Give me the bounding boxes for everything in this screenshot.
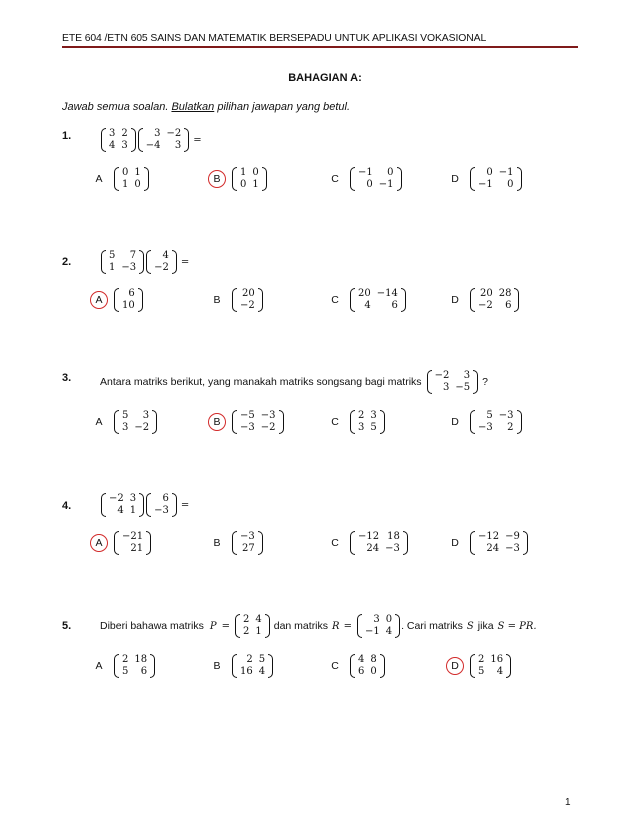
option-letter-circled[interactable]: B: [208, 413, 226, 431]
matrix-row: [106, 262, 139, 274]
option-letter[interactable]: D: [451, 294, 459, 306]
matrix-cell: −3: [385, 543, 400, 554]
matrix-grid: [355, 531, 403, 555]
matrix-row: [119, 654, 150, 666]
matrix-cell: 0: [387, 167, 394, 178]
matrix-cell: 16: [240, 666, 253, 677]
matrix-grid: [355, 654, 380, 678]
option-letter-circled[interactable]: A: [90, 534, 108, 552]
matrix-cell: 2: [507, 422, 514, 433]
matrix-grid: [119, 410, 152, 434]
matrix-row: [475, 666, 506, 678]
question-5-text-4: jika: [477, 620, 494, 632]
matrix-cell: −1: [364, 626, 380, 637]
matrix-cell: 4: [255, 614, 262, 625]
matrix-row: [106, 128, 131, 140]
question-5-equals-p: =: [221, 620, 230, 632]
matrix-cell: −3: [240, 531, 255, 542]
matrix-cell: 27: [242, 543, 255, 554]
question-1-matrix-b: [138, 128, 190, 152]
question-4-expression: [100, 493, 189, 517]
matrix-cell: 6: [128, 288, 135, 299]
matrix-cell: 1: [252, 179, 259, 190]
section-title: [0, 72, 638, 84]
matrix-grid: [119, 288, 138, 312]
matrix-cell: 3: [154, 128, 161, 139]
header-rule: [62, 46, 578, 48]
option-matrix: [350, 167, 402, 191]
matrix-cell: −3: [505, 543, 520, 554]
matrix-cell: −2: [260, 422, 276, 433]
matrix-row: [237, 167, 262, 179]
matrix-row: [355, 422, 380, 434]
question-5-line: [100, 614, 537, 638]
question-5-text-1: Diberi bahawa matriks: [100, 620, 204, 632]
matrix-grid: [432, 370, 474, 394]
question-5-relation: S = PR.: [497, 620, 537, 632]
matrix-cell: 5: [122, 410, 129, 421]
matrix-row: [237, 666, 268, 678]
matrix-cell: −3: [154, 505, 169, 516]
option-letter[interactable]: A: [95, 173, 103, 185]
matrix-row: [475, 167, 517, 179]
question-1-equals: =: [193, 134, 202, 146]
q5-option-d[interactable]: [446, 654, 512, 678]
matrix-cell: −1: [358, 167, 373, 178]
matrix-cell: 4: [358, 654, 365, 665]
matrix-cell: 1: [240, 167, 247, 178]
matrix-grid: [355, 288, 401, 312]
question-5-text-3: . Cari matriks: [401, 620, 463, 632]
matrix-cell: 0: [486, 167, 493, 178]
matrix-cell: −3: [240, 422, 255, 433]
option-matrix: [114, 167, 149, 191]
matrix-row: [106, 493, 139, 505]
question-4-matrix-b: [146, 493, 177, 517]
option-letter[interactable]: D: [451, 537, 459, 549]
matrix-cell: 3: [122, 422, 129, 433]
question-5-var-p: P: [209, 620, 217, 632]
matrix-cell: 20: [358, 288, 371, 299]
option-matrix: [350, 654, 385, 678]
question-4-number: 4.: [62, 500, 72, 512]
q5-option-c[interactable]: [326, 654, 386, 678]
matrix-cell: 1: [122, 179, 129, 190]
matrix-cell: 6: [505, 300, 512, 311]
matrix-row: [143, 128, 185, 140]
question-1-matrix-a: [101, 128, 136, 152]
option-letter-circled[interactable]: B: [208, 170, 226, 188]
matrix-cell: 3: [109, 128, 116, 139]
option-matrix: [470, 410, 522, 434]
matrix-row: [355, 531, 403, 543]
q5-option-a[interactable]: [90, 654, 156, 678]
option-matrix: [114, 288, 143, 312]
question-3-suffix: ?: [482, 376, 488, 388]
matrix-row: [237, 531, 258, 543]
matrix-row: [355, 179, 397, 191]
matrix-cell: 1: [109, 262, 116, 273]
q2-option-b[interactable]: [208, 288, 264, 312]
matrix-row: [432, 382, 474, 394]
option-matrix: [350, 531, 408, 555]
matrix-grid: [362, 614, 395, 638]
matrix-cell: −2: [434, 370, 450, 381]
instructions-underlined: Bulatkan: [171, 101, 215, 113]
matrix-cell: 24: [366, 543, 380, 554]
question-2-expression: [100, 250, 189, 274]
matrix-row: [237, 543, 258, 555]
q5-option-b[interactable]: [208, 654, 274, 678]
question-3-text: Antara matriks berikut, yang manakah matriks songsang bagi matriks: [100, 376, 422, 388]
matrix-cell: 0: [240, 179, 247, 190]
matrix-cell: −2: [478, 300, 493, 311]
option-letter[interactable]: B: [213, 660, 221, 672]
option-matrix: [114, 410, 157, 434]
matrix-row: [237, 179, 262, 191]
matrix-grid: [151, 493, 172, 517]
matrix-cell: −2: [240, 300, 255, 311]
option-letter[interactable]: C: [331, 660, 339, 672]
matrix-cell: 2: [121, 128, 128, 139]
q4-option-d[interactable]: [446, 531, 529, 555]
matrix-cell: 3: [463, 370, 471, 381]
matrix-row: [475, 654, 506, 666]
matrix-row: [355, 288, 401, 300]
question-3-matrix: [427, 370, 479, 394]
matrix-cell: 5: [478, 666, 485, 677]
matrix-cell: 0: [252, 167, 259, 178]
matrix-row: [119, 179, 144, 191]
matrix-row: [237, 410, 279, 422]
question-1-number: 1.: [62, 130, 72, 142]
matrix-cell: −2: [166, 128, 182, 139]
matrix-row: [151, 250, 172, 262]
q4-option-b[interactable]: [208, 531, 264, 555]
matrix-cell: 3: [442, 382, 450, 393]
matrix-row: [475, 531, 523, 543]
matrix-grid: [240, 614, 265, 638]
matrix-cell: 28: [498, 288, 512, 299]
matrix-cell: −21: [122, 531, 144, 542]
question-3-number: 3.: [62, 372, 72, 384]
matrix-grid: [106, 128, 131, 152]
matrix-cell: 6: [162, 493, 169, 504]
option-matrix: [114, 654, 155, 678]
matrix-cell: 16: [490, 654, 504, 665]
matrix-cell: 6: [140, 666, 148, 677]
matrix-cell: 6: [391, 300, 398, 311]
matrix-cell: 4: [364, 300, 371, 311]
option-matrix: [232, 654, 273, 678]
matrix-row: [143, 140, 185, 152]
instructions: [62, 101, 350, 113]
matrix-grid: [475, 410, 517, 434]
matrix-cell: 3: [129, 493, 137, 504]
matrix-cell: −9: [505, 531, 520, 542]
option-matrix: [470, 167, 522, 191]
option-matrix: [232, 288, 263, 312]
matrix-cell: 10: [122, 300, 135, 311]
matrix-cell: 3: [121, 140, 128, 151]
option-matrix: [470, 288, 519, 312]
matrix-cell: 7: [129, 250, 137, 261]
matrix-cell: −1: [498, 167, 514, 178]
matrix-cell: −4: [145, 140, 161, 151]
matrix-row: [237, 300, 258, 312]
matrix-cell: 0: [507, 179, 514, 190]
matrix-row: [475, 300, 514, 312]
question-2-matrix-a: [101, 250, 144, 274]
matrix-cell: −5: [240, 410, 255, 421]
matrix-row: [151, 262, 172, 274]
matrix-cell: 2: [243, 626, 250, 637]
matrix-cell: 0: [370, 666, 377, 677]
option-letter[interactable]: C: [331, 173, 339, 185]
q1-option-d[interactable]: [446, 167, 523, 191]
question-5-var-s: S: [466, 620, 474, 632]
matrix-row: [119, 543, 146, 555]
matrix-grid: [106, 493, 139, 517]
question-4-matrix-a: [101, 493, 144, 517]
q3-option-c[interactable]: [326, 410, 386, 434]
option-letter[interactable]: A: [95, 660, 103, 672]
matrix-grid: [475, 288, 514, 312]
matrix-cell: −3: [121, 262, 137, 273]
option-matrix: [350, 410, 385, 434]
matrix-cell: −14: [376, 288, 398, 299]
matrix-cell: 1: [134, 167, 141, 178]
matrix-grid: [355, 410, 380, 434]
matrix-row: [106, 250, 139, 262]
matrix-cell: 20: [480, 288, 493, 299]
q3-option-a[interactable]: [90, 410, 158, 434]
matrix-cell: 4: [258, 666, 266, 677]
matrix-cell: 0: [366, 179, 373, 190]
matrix-row: [119, 167, 144, 179]
matrix-cell: 5: [370, 422, 377, 433]
question-2-number: 2.: [62, 256, 72, 268]
instructions-after: pilihan jawapan yang betul.: [214, 101, 351, 113]
question-5-number: 5.: [62, 620, 72, 632]
matrix-grid: [475, 654, 506, 678]
matrix-cell: 5: [486, 410, 493, 421]
matrix-row: [362, 626, 395, 638]
matrix-row: [119, 422, 152, 434]
matrix-cell: 3: [358, 422, 365, 433]
matrix-cell: −2: [154, 262, 169, 273]
matrix-row: [119, 666, 150, 678]
q3-option-d[interactable]: [446, 410, 523, 434]
option-matrix: [470, 654, 511, 678]
matrix-row: [475, 179, 517, 191]
matrix-cell: 4: [385, 626, 393, 637]
matrix-grid: [355, 167, 397, 191]
question-5-equals-r: =: [343, 620, 352, 632]
matrix-cell: 2: [246, 654, 253, 665]
matrix-row: [362, 614, 395, 626]
matrix-row: [432, 370, 474, 382]
matrix-row: [119, 531, 146, 543]
question-4-equals: =: [180, 499, 190, 511]
matrix-cell: 2: [122, 654, 129, 665]
matrix-cell: −3: [260, 410, 276, 421]
matrix-cell: 2: [243, 614, 250, 625]
matrix-row: [240, 626, 265, 638]
matrix-grid: [143, 128, 185, 152]
question-5-var-r: R: [332, 620, 340, 632]
option-matrix: [470, 531, 528, 555]
page-header: ETE 604 /ETN 605 SAINS DAN MATEMATIK BERSEPADU UNTUK APLIKASI VOKASIONAL: [62, 33, 487, 44]
q4-option-a[interactable]: [90, 531, 152, 555]
matrix-row: [355, 167, 397, 179]
question-5-matrix-r: [357, 614, 400, 638]
option-letter-circled[interactable]: D: [446, 657, 464, 675]
option-letter[interactable]: C: [331, 416, 339, 428]
option-letter[interactable]: C: [331, 537, 339, 549]
matrix-row: [106, 505, 139, 517]
matrix-cell: 20: [242, 288, 255, 299]
option-matrix: [232, 410, 284, 434]
matrix-row: [240, 614, 265, 626]
matrix-cell: 3: [142, 410, 150, 421]
matrix-row: [355, 666, 380, 678]
section-title-text: BAHAGIAN A:: [288, 72, 362, 84]
option-letter[interactable]: B: [213, 537, 221, 549]
matrix-cell: −3: [498, 410, 514, 421]
matrix-cell: −2: [134, 422, 150, 433]
matrix-grid: [119, 654, 150, 678]
option-letter-circled[interactable]: A: [90, 291, 108, 309]
matrix-cell: 3: [370, 410, 377, 421]
q3-option-b[interactable]: [208, 410, 285, 434]
matrix-grid: [237, 167, 262, 191]
matrix-cell: 8: [370, 654, 377, 665]
option-letter[interactable]: C: [331, 294, 339, 306]
matrix-cell: 3: [174, 140, 182, 151]
matrix-grid: [119, 167, 144, 191]
option-matrix: [114, 531, 151, 555]
matrix-cell: 18: [387, 531, 400, 542]
matrix-grid: [237, 654, 268, 678]
q2-option-c[interactable]: [326, 288, 407, 312]
matrix-cell: 6: [358, 666, 365, 677]
matrix-cell: 18: [134, 654, 148, 665]
question-3-line: [100, 370, 488, 394]
option-matrix: [232, 167, 267, 191]
q2-option-a[interactable]: [90, 288, 144, 312]
matrix-cell: 24: [486, 543, 500, 554]
matrix-cell: 1: [255, 626, 262, 637]
matrix-row: [237, 654, 268, 666]
matrix-cell: 0: [122, 167, 129, 178]
matrix-row: [106, 140, 131, 152]
matrix-row: [475, 288, 514, 300]
matrix-grid: [237, 531, 258, 555]
q2-option-d[interactable]: [446, 288, 520, 312]
matrix-row: [355, 654, 380, 666]
page-number: 1: [565, 797, 571, 808]
matrix-row: [355, 543, 403, 555]
matrix-cell: −12: [358, 531, 380, 542]
matrix-cell: −5: [455, 382, 471, 393]
matrix-grid: [475, 167, 517, 191]
question-5-text-2: dan matriks: [273, 620, 329, 632]
option-letter[interactable]: D: [451, 416, 459, 428]
question-2-equals: =: [180, 256, 190, 268]
matrix-cell: −3: [478, 422, 493, 433]
matrix-cell: 21: [130, 543, 144, 554]
q1-option-b[interactable]: [208, 167, 268, 191]
matrix-cell: 4: [117, 505, 124, 516]
matrix-cell: 1: [129, 505, 137, 516]
q4-option-c[interactable]: [326, 531, 409, 555]
matrix-cell: −12: [478, 531, 500, 542]
question-5-matrix-p: [235, 614, 270, 638]
matrix-cell: 0: [134, 179, 141, 190]
matrix-grid: [119, 531, 146, 555]
option-matrix: [350, 288, 406, 312]
matrix-cell: 4: [109, 140, 116, 151]
matrix-grid: [237, 288, 258, 312]
matrix-cell: −1: [378, 179, 394, 190]
matrix-row: [475, 410, 517, 422]
matrix-row: [475, 422, 517, 434]
matrix-row: [475, 543, 523, 555]
question-1-expression: [100, 128, 202, 152]
option-letter[interactable]: B: [213, 294, 221, 306]
matrix-cell: 5: [122, 666, 129, 677]
matrix-cell: 2: [478, 654, 485, 665]
matrix-row: [237, 422, 279, 434]
matrix-row: [355, 410, 380, 422]
matrix-cell: 0: [385, 614, 393, 625]
matrix-grid: [151, 250, 172, 274]
matrix-grid: [475, 531, 523, 555]
matrix-cell: 4: [496, 666, 504, 677]
matrix-row: [355, 300, 401, 312]
option-letter[interactable]: A: [95, 416, 103, 428]
matrix-cell: −1: [478, 179, 493, 190]
matrix-cell: 5: [109, 250, 116, 261]
question-2-matrix-b: [146, 250, 177, 274]
matrix-row: [119, 410, 152, 422]
instructions-before: Jawab semua soalan.: [62, 101, 172, 113]
option-matrix: [232, 531, 263, 555]
matrix-row: [119, 300, 138, 312]
matrix-grid: [106, 250, 139, 274]
matrix-cell: −2: [109, 493, 124, 504]
matrix-cell: 2: [358, 410, 365, 421]
matrix-row: [151, 505, 172, 517]
matrix-row: [237, 288, 258, 300]
q1-option-c[interactable]: [326, 167, 403, 191]
matrix-cell: 3: [373, 614, 380, 625]
option-letter[interactable]: D: [451, 173, 459, 185]
q1-option-a[interactable]: [90, 167, 150, 191]
matrix-grid: [237, 410, 279, 434]
matrix-row: [151, 493, 172, 505]
matrix-row: [119, 288, 138, 300]
matrix-cell: 5: [258, 654, 266, 665]
matrix-cell: 4: [162, 250, 169, 261]
